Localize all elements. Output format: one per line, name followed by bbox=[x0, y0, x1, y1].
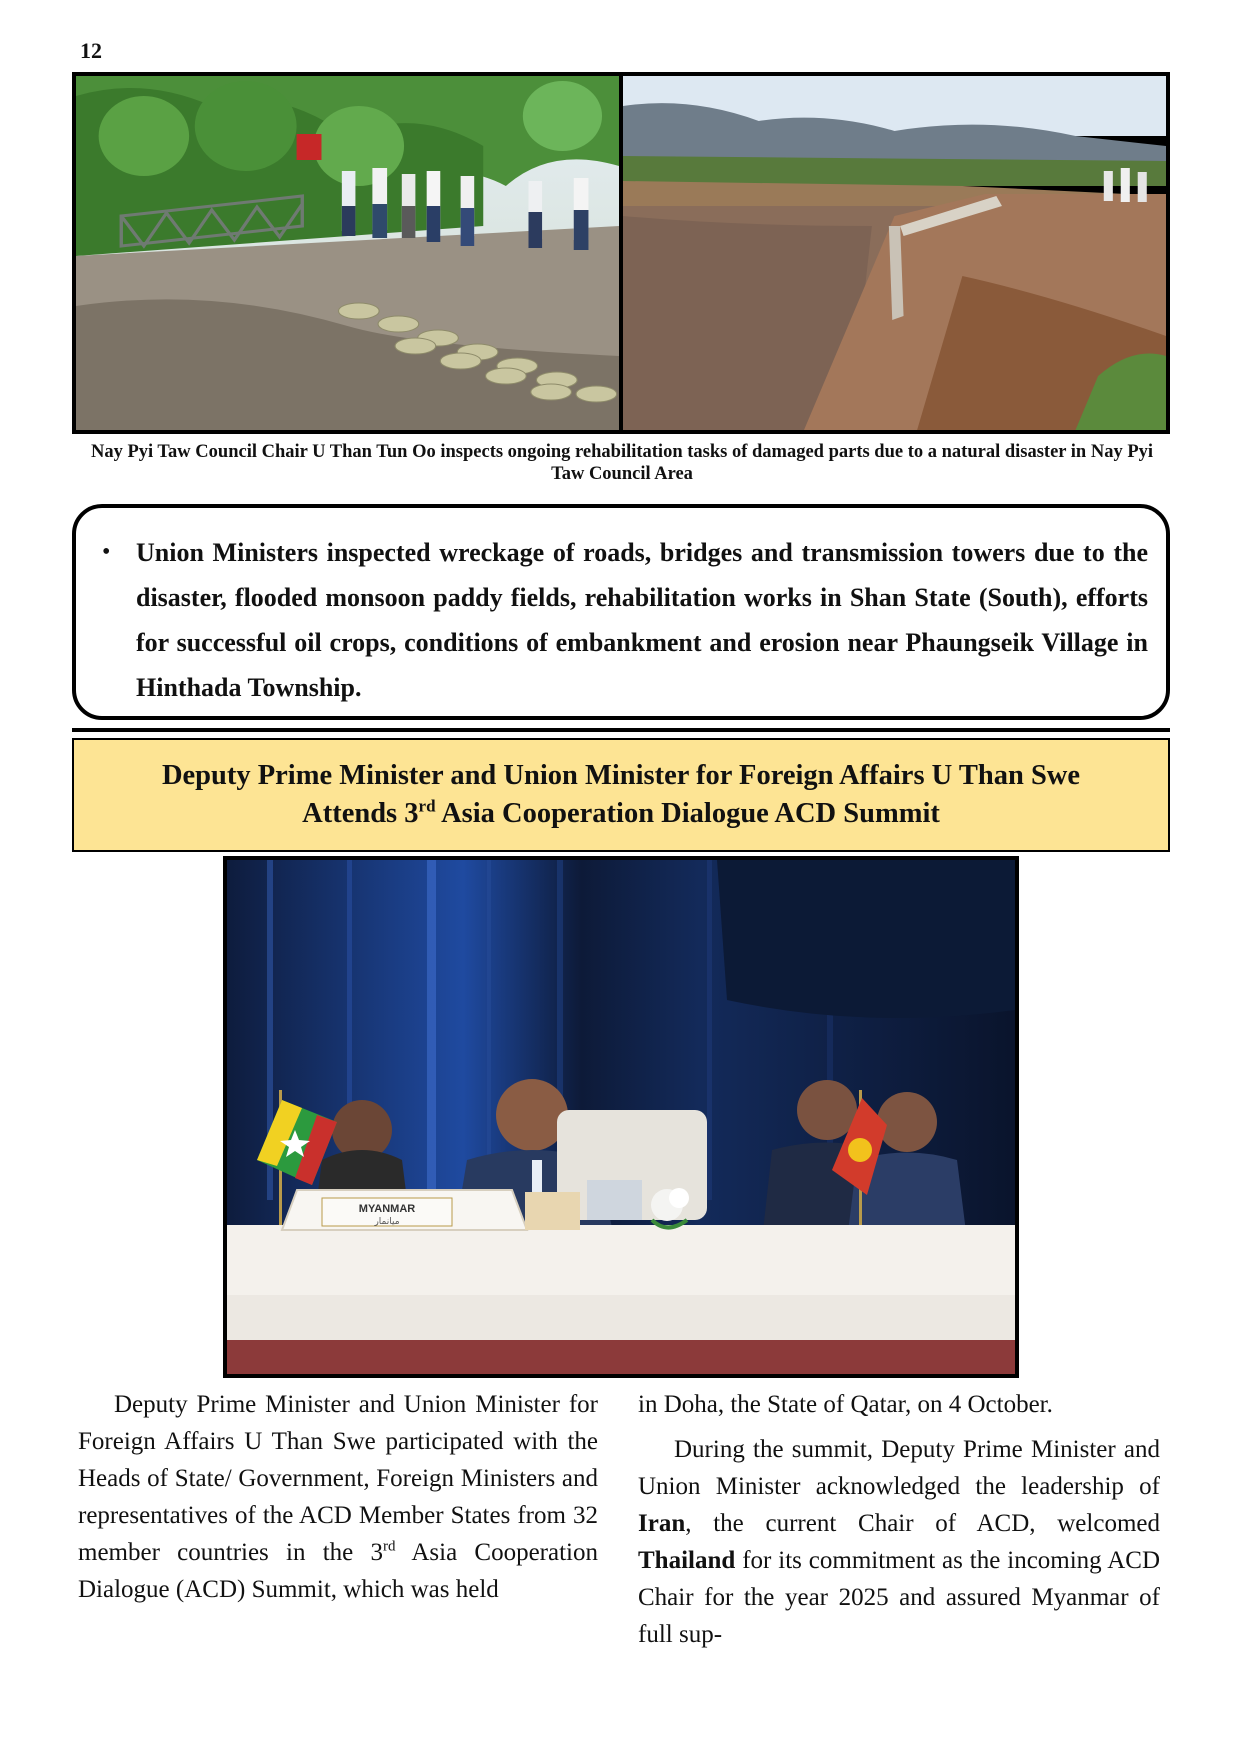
top-photos-caption: Nay Pyi Taw Council Chair U Than Tun Oo inspects ongoing rehabilitation tasks of damaged parts due to a natural disaster in Nay Pyi Taw Council Area bbox=[90, 442, 1154, 484]
section-divider bbox=[72, 728, 1170, 732]
bullet-dot: • bbox=[102, 539, 111, 565]
article-column-right bbox=[638, 1386, 1160, 1653]
nameplate-country-en: MYANMAR bbox=[358, 1203, 416, 1215]
headline-line-2-end: Asia Cooperation Dialogue ACD Summit bbox=[435, 798, 940, 829]
article-paragraph-1 bbox=[78, 1386, 598, 1608]
headline-line-2 bbox=[302, 795, 940, 833]
article-column-left bbox=[78, 1386, 598, 1608]
bullet-row bbox=[94, 530, 1148, 710]
article-p1-text-b: Asia Cooperation Dialogue (ACD) Summit, which was held bbox=[78, 1539, 598, 1603]
article-p2-text-b: , the current Chair of ACD, welcomed bbox=[685, 1510, 1160, 1537]
article-paragraph-1-continued: in Doha, the State of Qatar, on 4 October. bbox=[638, 1391, 1053, 1418]
article-p1-ordinal: rd bbox=[382, 1538, 396, 1555]
top-photo-strip bbox=[72, 72, 1170, 434]
article-p1-text-a: Deputy Prime Minister and Union Minister for Foreign Affairs U Than Swe participated with the Heads of State/ Government, Foreign Ministers and representatives of the ACD Member States from 32 member countries in the 3 bbox=[78, 1391, 598, 1566]
bullet-text: Union Ministers inspected wreckage of roads, bridges and transmission towers due to the disaster, flooded monsoon paddy fields, rehabilitation works in Shan State (South), efforts for successful oil crops, conditions of embankment and erosion near Phaungseik Village in Hinthada Township. bbox=[136, 538, 1148, 702]
headline-line-1: Deputy Prime Minister and Union Minister for Foreign Affairs U Than Swe bbox=[161, 760, 1081, 791]
bullet-box bbox=[72, 504, 1170, 720]
summit-photo bbox=[223, 856, 1019, 1378]
article-p2-text-c: for its commitment as the incoming ACD Chair for the year 2025 and assured Myanmar of full sup- bbox=[638, 1547, 1160, 1648]
article-p2-text-a: During the summit, Deputy Prime Minister and Union Minister acknowledged the leadership of bbox=[638, 1436, 1160, 1500]
riverbank-erosion-photo bbox=[623, 76, 1166, 430]
bridge-inspection-photo bbox=[76, 76, 619, 430]
article-headline bbox=[72, 738, 1170, 852]
article-p2-iran: Iran bbox=[638, 1510, 686, 1537]
article-paragraph-2 bbox=[638, 1431, 1160, 1653]
page-number: 12 bbox=[80, 38, 102, 63]
nameplate-country-ar: ميانمار bbox=[374, 1217, 400, 1227]
article-p2-thailand: Thailand bbox=[638, 1547, 736, 1574]
headline-line-2-start: Attends 3 bbox=[302, 798, 419, 829]
headline-ordinal: rd bbox=[418, 796, 436, 816]
